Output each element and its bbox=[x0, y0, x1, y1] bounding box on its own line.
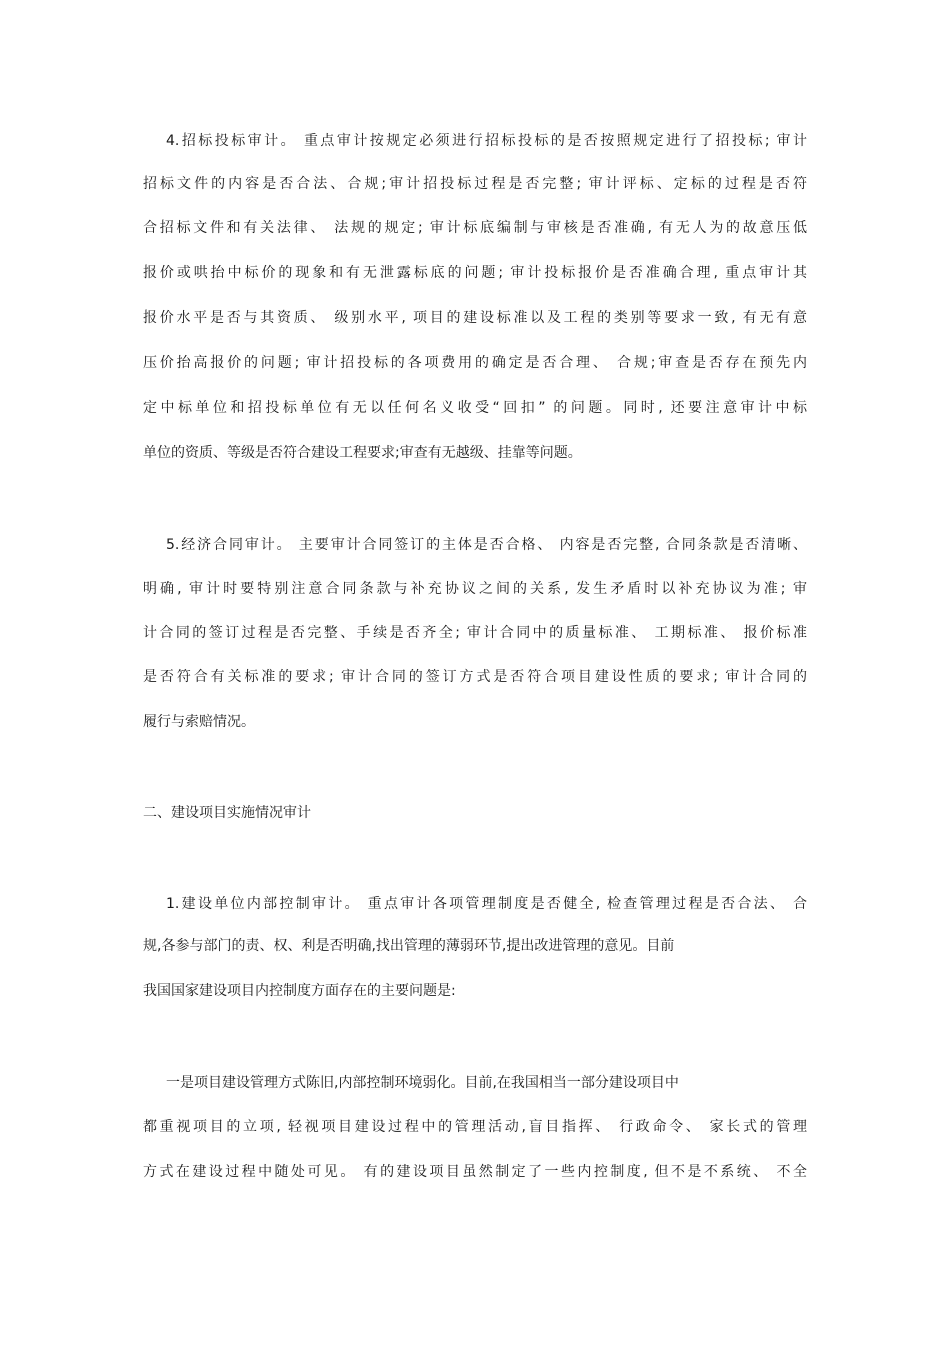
paragraph-line: 报价或哄抬中标价的现象和有无泄露标底的问题; 审计投标报价是否准确合理, 重点审计其 bbox=[143, 265, 807, 281]
paragraph-line: 规,各参与部门的责、权、利是否明确,找出管理的薄弱环节,提出改进管理的意见。目前 bbox=[143, 938, 675, 954]
paragraph-line: 4.招标投标审计。 重点审计按规定必须进行招标投标的是否按照规定进行了招投标; 审计 bbox=[166, 133, 807, 149]
paragraph-line: 1.建设单位内部控制审计。 重点审计各项管理制度是否健全, 检查管理过程是否合法、 合 bbox=[166, 896, 807, 912]
paragraph-line: 定中标单位和招投标单位有无以任何名义收受“回扣” 的问题。同时, 还要注意审计中标 bbox=[143, 400, 807, 416]
paragraph-line: 我国国家建设项目内控制度方面存在的主要问题是: bbox=[143, 983, 456, 999]
paragraph-line: 方式在建设过程中随处可见。 有的建设项目虽然制定了一些内控制度, 但不是不系统、 不全 bbox=[143, 1164, 807, 1180]
paragraph-line: 招标文件的内容是否合法、合规;审计招投标过程是否完整; 审计评标、定标的过程是否符 bbox=[143, 176, 807, 192]
paragraph-line: 明确, 审计时要特别注意合同条款与补充协议之间的关系, 发生矛盾时以补充协议为准; 审 bbox=[143, 581, 807, 597]
paragraph-line: 履行与索赔情况。 bbox=[143, 714, 255, 730]
paragraph-line: 报价水平是否与其资质、 级别水平, 项目的建设标准以及工程的类别等要求一致, 有无有意 bbox=[143, 310, 807, 326]
paragraph-line: 是否符合有关标准的要求; 审计合同的签订方式是否符合项目建设性质的要求; 审计合同的 bbox=[143, 669, 807, 685]
paragraph-line: 一是项目建设管理方式陈旧,内部控制环境弱化。目前,在我国相当一部分建设项目中 bbox=[166, 1075, 679, 1091]
paragraph-line: 单位的资质、等级是否符合建设工程要求;审查有无越级、挂靠等问题。 bbox=[143, 445, 582, 461]
paragraph-line: 都重视项目的立项, 轻视项目建设过程中的管理活动,盲目指挥、 行政命令、 家长式的管理 bbox=[143, 1119, 807, 1135]
paragraph-line: 合招标文件和有关法律、 法规的规定; 审计标底编制与审核是否准确, 有无人为的故意压低 bbox=[143, 220, 807, 236]
paragraph-line: 5.经济合同审计。 主要审计合同签订的主体是否合格、 内容是否完整, 合同条款是否清晰、 bbox=[166, 537, 807, 553]
paragraph-line: 计合同的签订过程是否完整、手续是否齐全; 审计合同中的质量标准、 工期标准、 报价标准 bbox=[143, 625, 807, 641]
section-heading: 二、建设项目实施情况审计 bbox=[143, 805, 311, 821]
paragraph-line: 压价抬高报价的问题; 审计招投标的各项费用的确定是否合理、 合规;审查是否存在预先内 bbox=[143, 355, 807, 371]
